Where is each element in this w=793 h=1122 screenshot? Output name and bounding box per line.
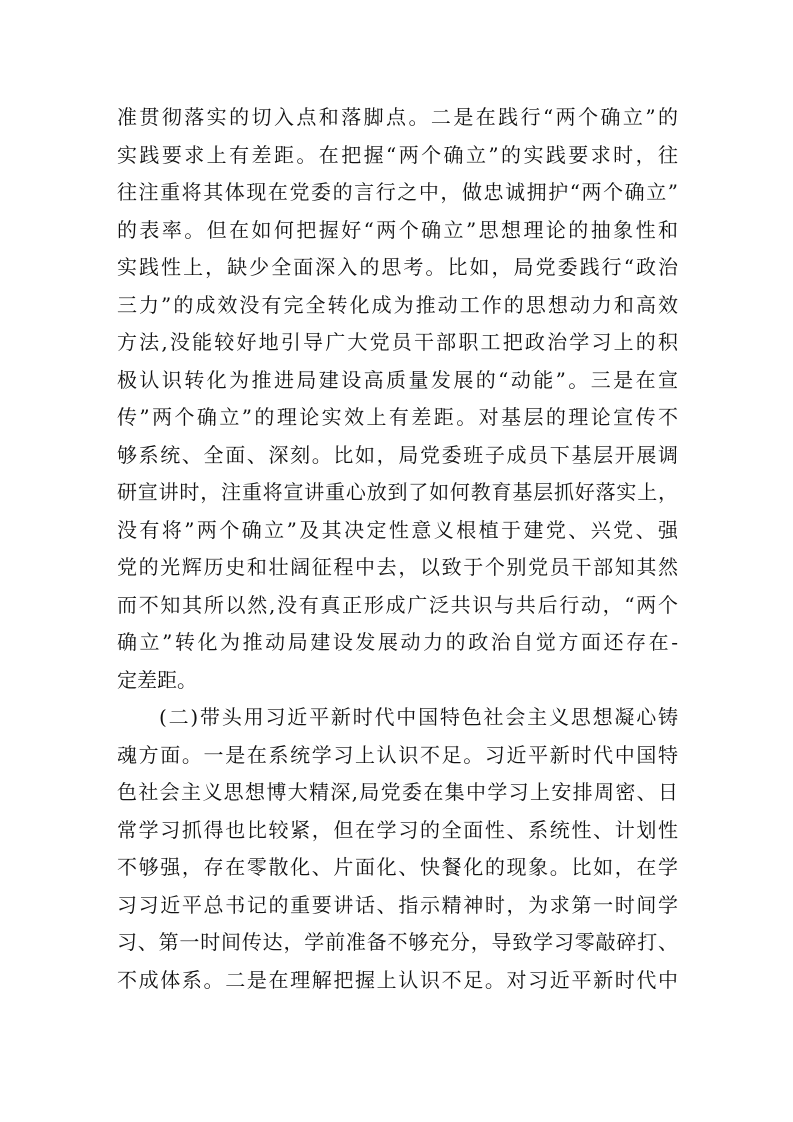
text-line: 实践要求上有差距。在把握“两个确立”的实践要求时，往	[117, 142, 678, 167]
paragraph-1	[117, 99, 678, 699]
text-line: 不够强，存在零散化、片面化、快餐化的现象。比如，在学	[117, 855, 678, 879]
text-line: 极认识转化为推进局建设高质量发展的“动能”。三是在宣	[117, 367, 678, 392]
text-line: 习习近平总书记的重要讲话、指示精神时，为求第一时间学	[117, 892, 678, 917]
text-line: 确立”转化为推动局建设发展动力的政治自觉方面还存在-	[117, 630, 678, 654]
text-line: 准贯彻落实的切入点和落脚点。二是在践行“两个确立”的	[117, 105, 678, 129]
text-line: 魂方面。一是在系统学习上认识不足。习近平新时代中国特	[117, 742, 678, 767]
text-line: 而不知其所以然,没有真正形成广泛共识与共后行动，“两个	[117, 592, 678, 617]
text-line: 三力”的成效没有完全转化成为推动工作的思想动力和高效	[117, 292, 678, 317]
text-line: 方法,没能较好地引导广大党员干部职工把政治学习上的积	[117, 330, 678, 354]
text-line: 习、第一时间传达，学前准备不够充分，导致学习零敲碎打、	[117, 930, 678, 954]
text-line: 常学习抓得也比较紧，但在学习的全面性、系统性、计划性	[117, 817, 678, 842]
text-line: (二)带头用习近平新时代中国特色社会主义思想凝心铸	[159, 705, 678, 729]
text-line: 往注重将其体现在党委的言行之中，做忠诚拥护“两个确立”	[117, 180, 678, 204]
text-line: 色社会主义思想博大精深,局党委在集中学习上安排周密、日	[117, 780, 678, 804]
text-line: 传”两个确立”的理论实效上有差距。对基层的理论宣传不	[117, 405, 678, 429]
text-line: 没有将”两个确立”及其决定性意义根植于建党、兴党、强	[117, 517, 678, 542]
text-line: 够系统、全面、深刻。比如，局党委班子成员下基层开展调	[117, 442, 678, 467]
document-page	[117, 99, 678, 999]
text-line: 不成体系。二是在理解把握上认识不足。对习近平新时代中	[117, 967, 678, 992]
text-line: 实践性上，缺少全面深入的思考。比如，局党委践行“政治	[117, 255, 678, 279]
text-line: 研宣讲时，注重将宣讲重心放到了如何教育基层抓好落实上，	[117, 480, 678, 504]
paragraph-2	[117, 699, 678, 999]
text-line: 定差距。	[117, 667, 197, 692]
text-line: 的表率。但在如何把握好“两个确立”思想理论的抽象性和	[117, 217, 678, 242]
text-line: 党的光辉历史和壮阔征程中去，以致于个别党员干部知其然	[117, 555, 678, 579]
